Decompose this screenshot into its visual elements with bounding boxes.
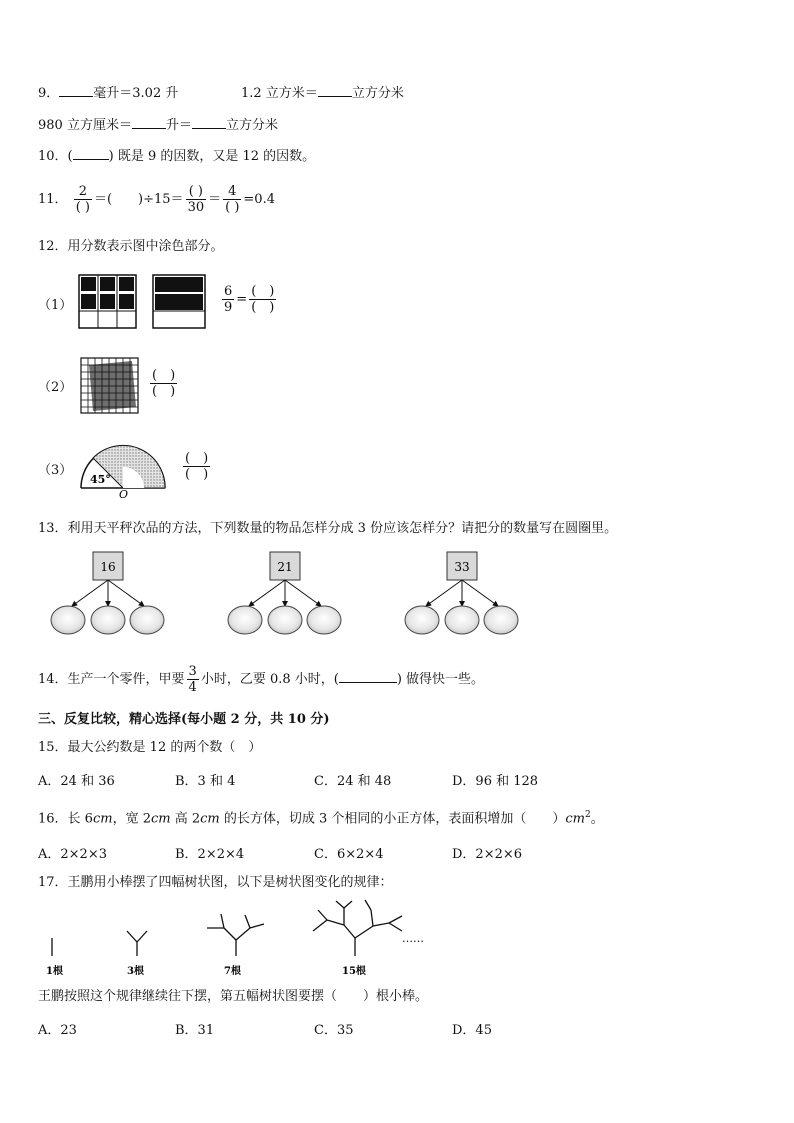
q15-option-a[interactable]: A．24 和 36 (38, 774, 115, 789)
q12-part1-answer-fraction[interactable]: $\frac{( )}{( )}$ (251, 284, 275, 315)
q13-circle[interactable] (268, 606, 302, 634)
q14-prefix: 14．生产一个零件，甲要 (38, 672, 185, 687)
q11-line (38, 180, 275, 220)
q13-circle[interactable] (445, 606, 479, 634)
q17-question: 王鹏按照这个规律继续往下摆，第五幅树状图要摆（ ）根小棒。 (38, 989, 429, 1004)
q9-c-mid: 升＝ (165, 118, 192, 133)
q13-tree-21 (228, 552, 341, 634)
q15-stem: 15．最大公约数是 12 的两个数（ ） (38, 740, 262, 755)
q9-line1 (38, 82, 178, 103)
svg-text:21: 21 (277, 560, 293, 574)
q12-part3-figure (78, 428, 178, 500)
q16-option-c[interactable]: C．6×2×4 (314, 847, 384, 862)
q12-part2-figure (80, 357, 140, 415)
q12-part1-grid (79, 275, 136, 328)
q17-option-d[interactable]: D．45 (452, 1023, 492, 1038)
q17-tree-15 (313, 900, 402, 956)
q13-circle[interactable] (51, 606, 85, 634)
q15-option-d[interactable]: D．96 和 128 (452, 774, 539, 789)
q10-prefix: 10．( (38, 149, 73, 164)
q16-unit-cm: cm (92, 811, 113, 827)
q16-stem: 16．长 6cm，宽 2cm 高 2cm 的长方体，切成 3 个相同的小正方体，表面积增加（ ）$cm^2$。 (38, 810, 604, 827)
q9-blank-dm3[interactable] (318, 82, 352, 97)
q14-blank[interactable] (339, 668, 397, 683)
q11-eq2: ＝ (208, 192, 222, 207)
svg-text:33: 33 (454, 560, 470, 574)
q16-unit-cm2: cm (565, 811, 586, 827)
q13-tree-16 (51, 552, 164, 634)
q12-part3-angle: 45° (90, 473, 111, 486)
q17-ellipsis: …… (402, 932, 424, 945)
q17-option-a[interactable]: A．23 (38, 1023, 77, 1038)
q11-eq1: ＝( )÷15＝ (93, 192, 184, 207)
section3-title: 三、反复比较，精心选择(每小题 2 分，共 10 分) (38, 712, 330, 727)
q16-option-a[interactable]: A．2×2×3 (38, 847, 107, 862)
q10-blank[interactable] (73, 145, 109, 160)
q12-title: 12．用分数表示图中涂色部分。 (38, 239, 224, 254)
q9-blank-ml[interactable] (59, 82, 93, 97)
svg-text:16: 16 (100, 560, 116, 574)
q17-tree-3 (127, 931, 147, 956)
q17-label-7: 7根 (224, 966, 241, 977)
q11-fraction-1: $\frac{2}{( )}$ (75, 184, 90, 215)
q12-part1-strips (153, 275, 205, 328)
q14-suffix: ) 做得快一些。 (396, 672, 485, 687)
q15-option-c[interactable]: C．24 和 48 (314, 774, 392, 789)
q13-circle[interactable] (228, 606, 262, 634)
q16-unit-cm: cm (200, 811, 220, 827)
q13-title: 13．利用天平秤次品的方法，下列数量的物品怎样分成 3 份应该怎样分？请把分的数量写在圆圈里。 (38, 521, 618, 536)
q13-trees (40, 548, 540, 640)
q12-part3-label: （3） (38, 463, 73, 478)
q12-part3-answer[interactable] (181, 451, 212, 482)
q12-part1-label: （1） (38, 298, 73, 313)
q13-circle[interactable] (405, 606, 439, 634)
q9-blank-l[interactable] (132, 114, 166, 129)
q10-suffix: ) 既是 9 的因数，又是 12 的因数。 (108, 149, 316, 164)
q9-line2 (38, 114, 278, 135)
q17-label-3: 3根 (127, 966, 144, 977)
q9-c-unit: 立方分米 (225, 118, 278, 133)
q17-tree-diagrams (40, 898, 440, 980)
q9-b-prefix: 1.2 立方米＝ (241, 86, 318, 101)
q9-b-unit: 立方分米 (351, 86, 404, 101)
q17-label-1: 1根 (46, 966, 63, 977)
q12-part2-answer[interactable] (148, 368, 179, 399)
q16-unit-cm: cm (150, 811, 171, 827)
q16-option-d[interactable]: D．2×2×6 (452, 847, 523, 862)
q11-number: 11． (38, 192, 68, 207)
q14-line (38, 660, 484, 700)
q12-part2-answer-fraction[interactable]: $\frac{( )}{( )}$ (152, 368, 176, 399)
q13-circle[interactable] (307, 606, 341, 634)
q9-line1b (241, 82, 404, 103)
q11-eq3: =0.4 (243, 192, 275, 207)
q9-blank-dm3-2[interactable] (192, 114, 226, 129)
q14-mid: 小时，乙要 0.8 小时，( (200, 672, 339, 687)
q12-part3-answer-fraction[interactable]: $\frac{( )}{( )}$ (185, 451, 209, 482)
q12-part3-origin: O (119, 488, 129, 500)
q13-circle[interactable] (484, 606, 518, 634)
q12-part1-equation (220, 284, 278, 315)
q17-option-c[interactable]: C．35 (314, 1023, 354, 1038)
q17-stem: 17．王鹏用小棒摆了四幅树状图，以下是树状图变化的规律： (38, 875, 393, 890)
q13-circle[interactable] (91, 606, 125, 634)
q13-tree-33 (405, 552, 518, 634)
q12-part2-label: （2） (38, 380, 73, 395)
q16-option-b[interactable]: B．2×2×4 (175, 847, 245, 862)
q9-number: 9． (38, 86, 60, 101)
q13-circle[interactable] (130, 606, 164, 634)
q11-fraction-3: $\frac{4}{( )}$ (225, 184, 240, 215)
q9-c-prefix: 980 立方厘米＝ (38, 118, 132, 133)
q12-part1-eq: = (236, 292, 248, 307)
q17-label-15: 15根 (342, 966, 366, 977)
q12-part1-figure (78, 274, 208, 330)
q15-option-b[interactable]: B．3 和 4 (175, 774, 236, 789)
q17-tree-7 (207, 914, 264, 956)
q9-a-unit: 毫升＝3.02 升 (93, 86, 179, 101)
q12-part1-given-fraction: $\frac{6}{9}$ (224, 284, 233, 315)
q11-fraction-2: $\frac{( )}{30}$ (187, 184, 205, 215)
q14-fraction: $\frac{3}{4}$ (188, 664, 197, 695)
q10-line (38, 145, 315, 166)
q17-option-b[interactable]: B．31 (175, 1023, 215, 1038)
